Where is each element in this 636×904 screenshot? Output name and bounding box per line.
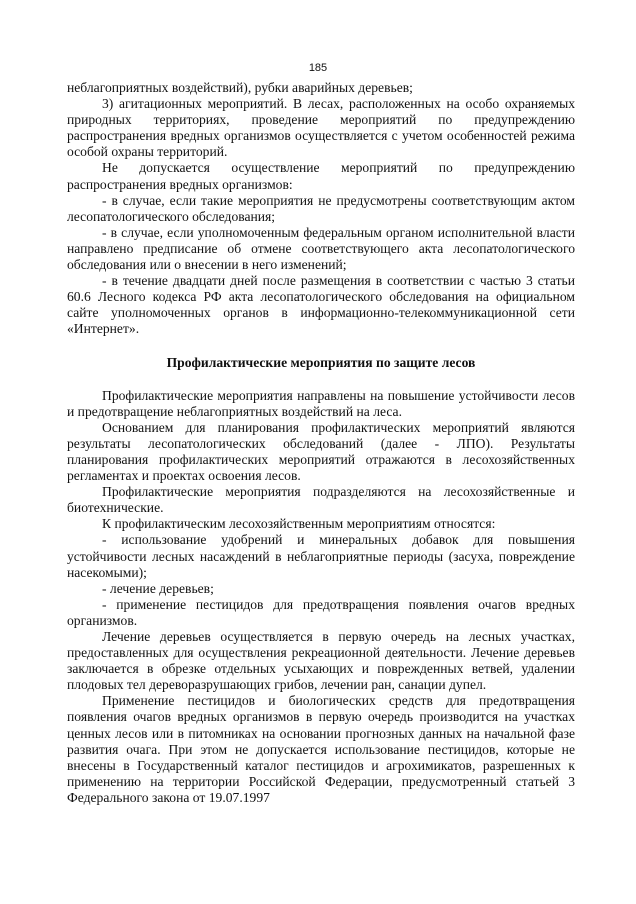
paragraph: - в случае, если уполномоченным федеральным органом исполнительной власти направлено предписание об отмене соответствующего акта лесопатологического обследования или о внесении в него изменений;: [67, 224, 575, 273]
paragraph: Основанием для планирования профилактических мероприятий являются результаты лесопатологических обследований (далее - ЛПО). Результаты планирования профилактических мероприятий отражаются в лесохозяйственных регламентах и проектах освоения лесов.: [67, 419, 575, 484]
paragraph: Применение пестицидов и биологических средств для предотвращения появления очагов вредных организмов в первую очередь производится на участках ценных лесов или в питомниках на основании прогнозных данных на начальной фазе развития очага. При этом не допускается использование пестицидов, которые не внесены в Государственный каталог пестицидов и агрохимикатов, разрешенных к применению на территории Российской Федерации, предусмотренный статьей 3 Федерального закона от 19.07.1997: [67, 693, 575, 805]
document-body: [67, 80, 575, 806]
paragraph: Не допускается осуществление мероприятий по предупреждению распространения вредных организмов:: [67, 160, 575, 192]
paragraph: Профилактические мероприятия подразделяются на лесохозяйственные и биотехнические.: [67, 484, 575, 516]
section-heading: Профилактические мероприятия по защите лесов: [166, 354, 476, 370]
paragraph: - в случае, если такие мероприятия не предусмотрены соответствующим актом лесопатологического обследования;: [67, 192, 575, 224]
paragraph: - в течение двадцати дней после размещения в соответствии с частью 3 статьи 60.6 Лесного кодекса РФ акта лесопатологического обследования на официальном сайте уполномоченных органов в информационно-телекоммуникационной сети «Интернет».: [67, 273, 575, 337]
paragraph: 3) агитационных мероприятий. В лесах, расположенных на особо охраняемых природных территориях, проведение мероприятий по предупреждению распространения вредных организмов осуществляется с учетом особенностей режима особой охраны территорий.: [67, 96, 575, 160]
paragraph: Лечение деревьев осуществляется в первую очередь на лесных участках, предоставленных для осуществления рекреационной деятельности. Лечение деревьев заключается в обрезке отдельных усыхающих и поврежденных ветвей, удалении плодовых тел дереворазрушающих грибов, лечении ран, санации дупел.: [67, 629, 575, 693]
paragraph: Профилактические мероприятия направлены на повышение устойчивости лесов и предотвращение неблагоприятных воздействий на леса.: [67, 387, 575, 419]
page-number: 185: [308, 62, 328, 74]
paragraph: - применение пестицидов для предотвращения появления очагов вредных организмов.: [67, 596, 575, 628]
paragraphs-top: [67, 80, 575, 338]
paragraph: - лечение деревьев;: [102, 580, 214, 596]
paragraph: К профилактическим лесохозяйственным мероприятиям относятся:: [102, 516, 496, 532]
paragraph: неблагоприятных воздействий), рубки аварийных деревьев;: [67, 80, 413, 95]
paragraph: - использование удобрений и минеральных добавок для повышения устойчивости лесных насаждений в неблагоприятные периоды (засуха, повреждение насекомыми);: [67, 532, 575, 580]
paragraphs-bottom: [67, 388, 575, 806]
